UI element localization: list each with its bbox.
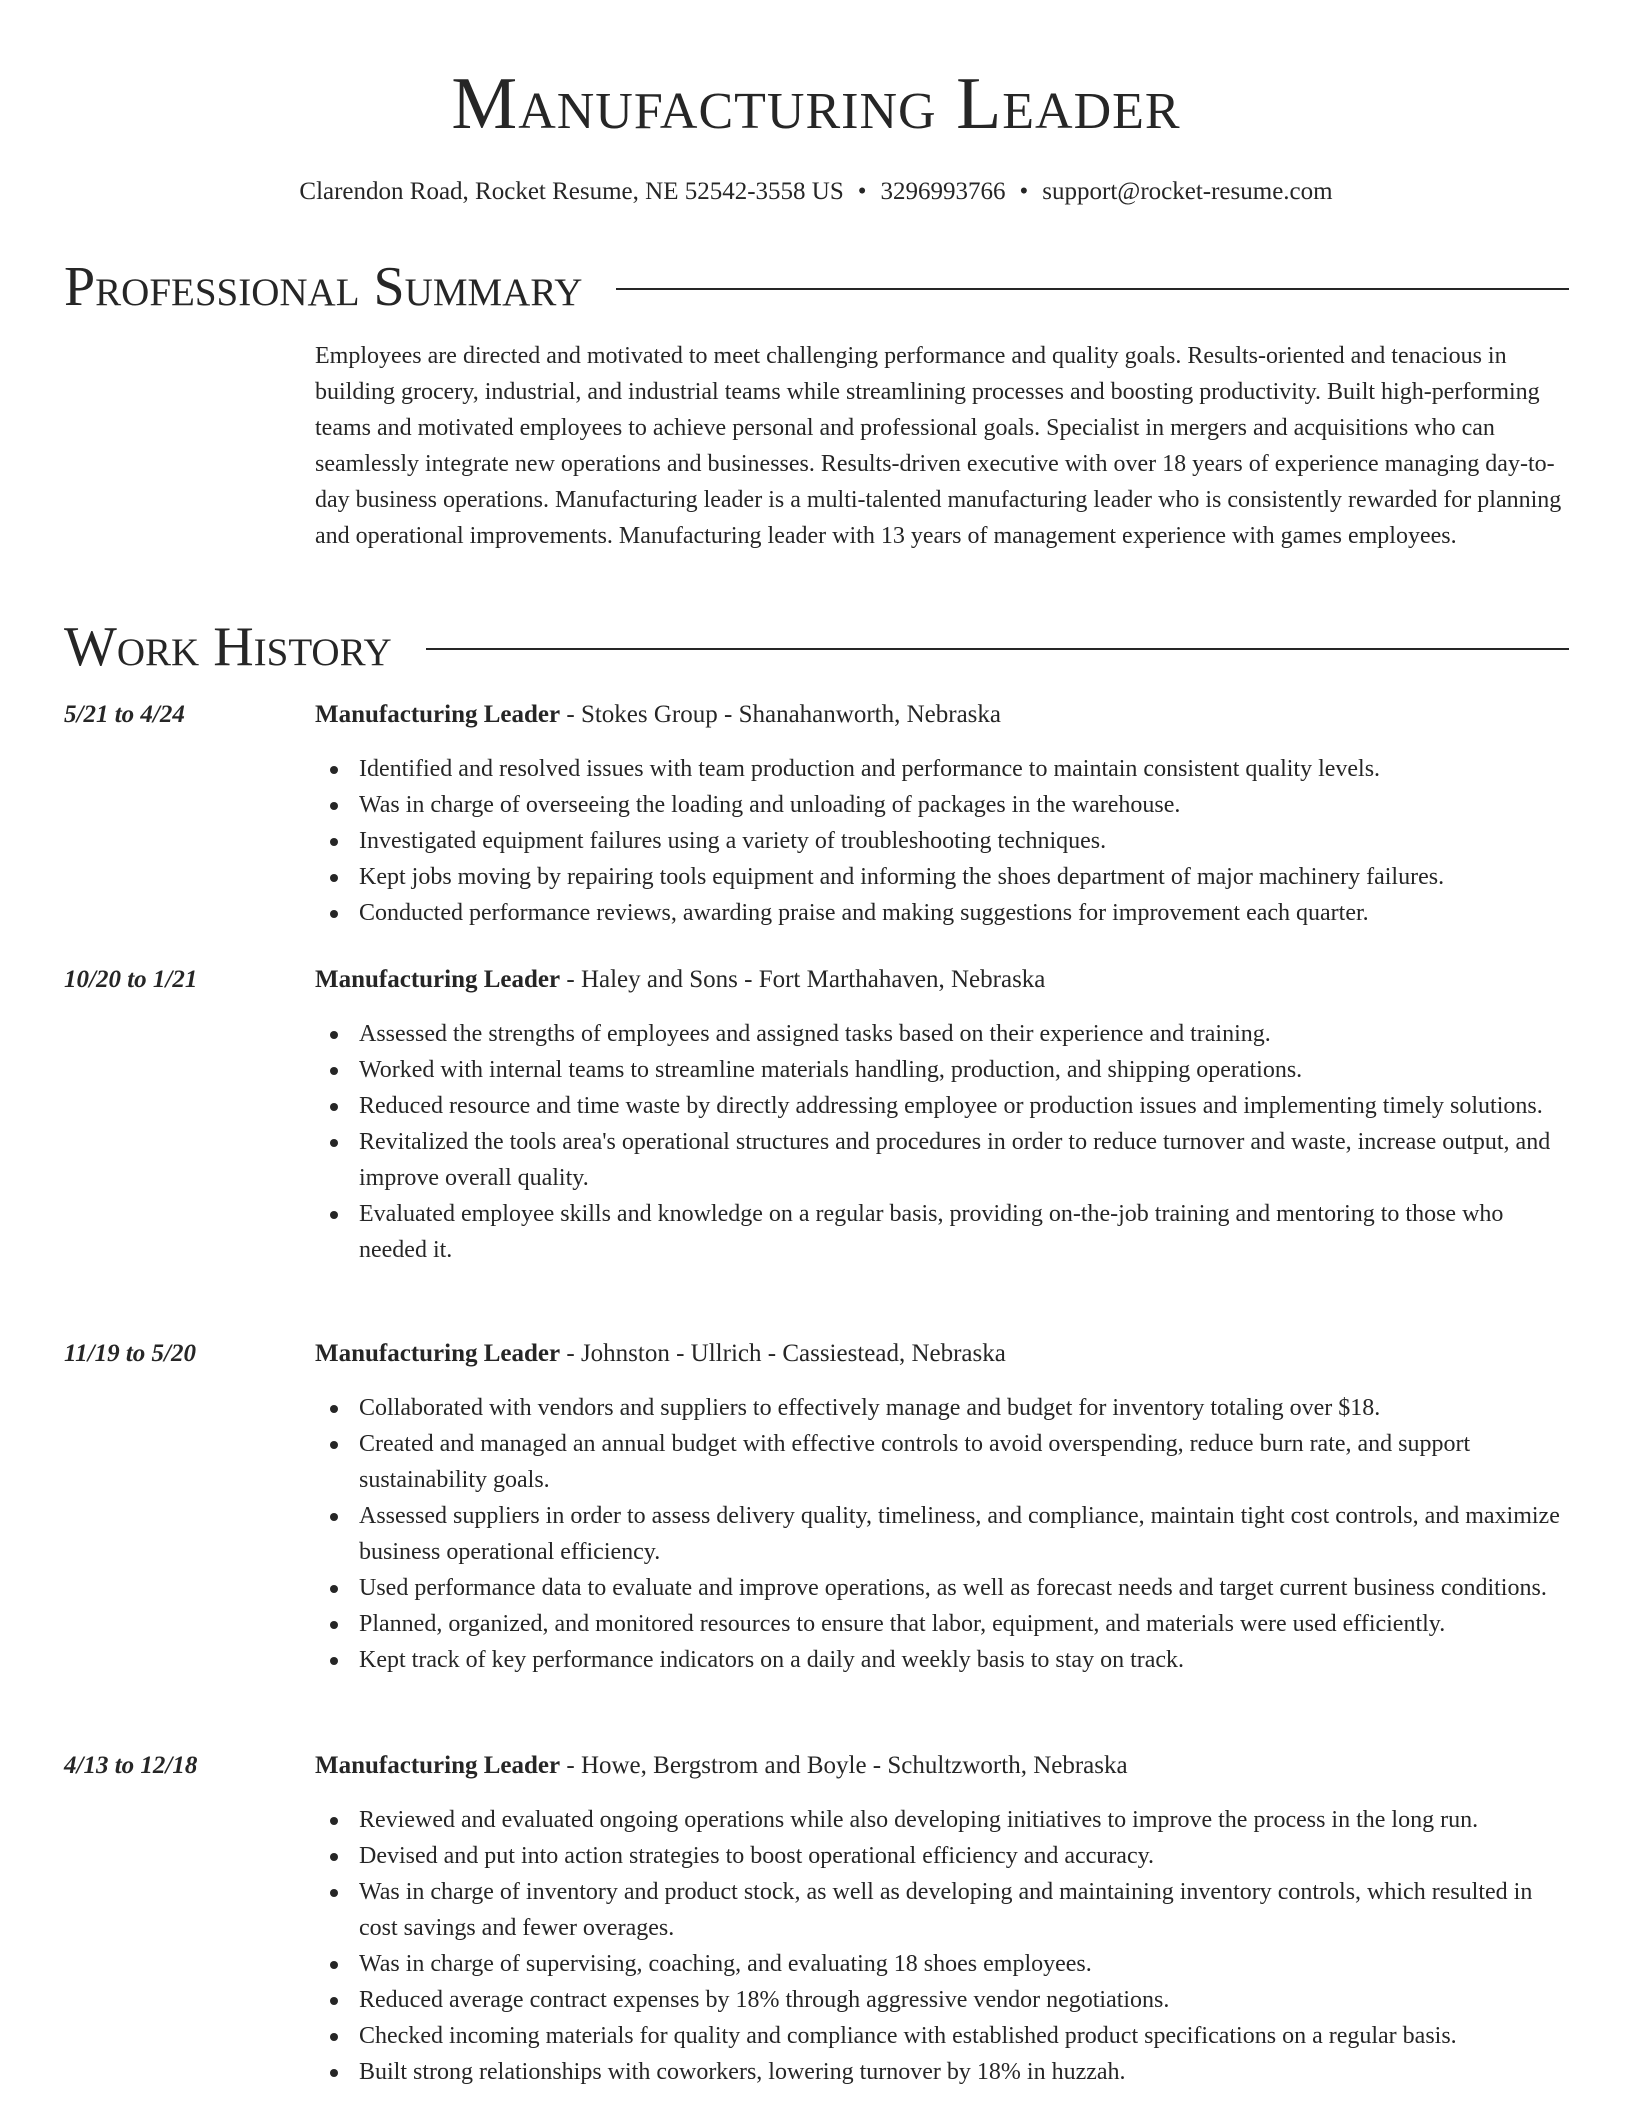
contact-email: support@rocket-resume.com <box>1042 178 1333 205</box>
job-bullet: Planned, organized, and monitored resources to ensure that labor, equipment, and materials were used efficiently. <box>359 1606 1569 1642</box>
contact-phone: 3296993766 <box>880 178 1006 205</box>
job-details: - Howe, Bergstrom and Boyle - Schultzworth, Nebraska <box>560 1752 1128 1779</box>
job-bullet: Investigated equipment failures using a variety of troubleshooting techniques. <box>359 823 1569 859</box>
job-bullet: Devised and put into action strategies to boost operational efficiency and accuracy. <box>359 1838 1569 1874</box>
resume-name: Manufacturing Leader <box>451 63 1181 145</box>
job-details: - Stokes Group - Shanahanworth, Nebraska <box>560 701 1001 728</box>
job-bullet: Identified and resolved issues with team production and performance to maintain consistent quality levels. <box>359 751 1569 787</box>
job-bullets <box>315 1802 1569 2090</box>
job-bullet: Created and managed an annual budget with effective controls to avoid overspending, reduce burn rate, and support sustainability goals. <box>359 1426 1569 1498</box>
job-title: Manufacturing Leader <box>315 1340 561 1367</box>
job-bullet: Worked with internal teams to streamline materials handling, production, and shipping operations. <box>359 1052 1569 1088</box>
work-history-section-header <box>64 612 1569 682</box>
job-date: 11/19 to 5/20 <box>64 1340 196 1367</box>
job-date: 10/20 to 1/21 <box>64 966 198 993</box>
job-bullets <box>315 1390 1569 1678</box>
job-title: Manufacturing Leader <box>315 1752 561 1779</box>
job-bullet: Assessed the strengths of employees and assigned tasks based on their experience and training. <box>359 1016 1569 1052</box>
job-bullets <box>315 1016 1569 1268</box>
job-heading <box>315 697 1001 733</box>
job-bullet: Assessed suppliers in order to assess delivery quality, timeliness, and compliance, maintain tight cost controls, and maximize business operational efficiency. <box>359 1498 1569 1570</box>
job-heading <box>315 1748 1128 1784</box>
job-bullet: Collaborated with vendors and suppliers to effectively manage and budget for inventory totaling over $18. <box>359 1390 1569 1426</box>
contact-separator: • <box>1019 178 1029 205</box>
contact-line <box>0 172 1632 212</box>
job-heading <box>315 1336 1006 1372</box>
job-heading <box>315 962 1045 998</box>
job-bullet: Evaluated employee skills and knowledge on a regular basis, providing on-the-job training and mentoring to those who needed it. <box>359 1196 1569 1268</box>
job-bullets <box>315 751 1569 931</box>
job-date: 5/21 to 4/24 <box>64 701 185 728</box>
job-bullet: Built strong relationships with coworkers, lowering turnover by 18% in huzzah. <box>359 2054 1569 2090</box>
job-bullet: Checked incoming materials for quality and compliance with established product specifications on a regular basis. <box>359 2018 1569 2054</box>
job-date: 4/13 to 12/18 <box>64 1752 198 1779</box>
summary-section-title: Professional Summary <box>64 256 583 318</box>
contact-address: Clarendon Road, Rocket Resume, NE 52542-3558 US <box>299 178 844 205</box>
job-bullet: Was in charge of inventory and product stock, as well as developing and maintaining inventory controls, which resulted in cost savings and fewer overages. <box>359 1874 1569 1946</box>
job-details: - Johnston - Ullrich - Cassiestead, Nebraska <box>560 1340 1006 1367</box>
job-bullet: Kept track of key performance indicators on a daily and weekly basis to stay on track. <box>359 1642 1569 1678</box>
job-bullet: Was in charge of overseeing the loading and unloading of packages in the warehouse. <box>359 787 1569 823</box>
job-bullet: Reduced average contract expenses by 18% through aggressive vendor negotiations. <box>359 1982 1569 2018</box>
job-details: - Haley and Sons - Fort Marthahaven, Nebraska <box>560 966 1046 993</box>
job-bullet: Used performance data to evaluate and improve operations, as well as forecast needs and target current business conditions. <box>359 1570 1569 1606</box>
job-bullet: Reviewed and evaluated ongoing operations while also developing initiatives to improve the process in the long run. <box>359 1802 1569 1838</box>
job-title: Manufacturing Leader <box>315 966 561 993</box>
job-title: Manufacturing Leader <box>315 701 561 728</box>
contact-separator: • <box>857 178 867 205</box>
job-bullet: Kept jobs moving by repairing tools equipment and informing the shoes department of major machinery failures. <box>359 859 1569 895</box>
section-divider <box>426 648 1569 650</box>
section-divider <box>616 288 1569 290</box>
job-bullet: Conducted performance reviews, awarding praise and making suggestions for improvement each quarter. <box>359 895 1569 931</box>
summary-text: Employees are directed and motivated to meet challenging performance and quality goals. Results-oriented and tenacious in building grocery, industrial, and industrial teams while streamlining processes and boosting productivity. Built high-performing teams and motivated employees to achieve personal and professional goals. Specialist in mergers and acquisitions who can seamlessly integrate new operations and businesses. Results-driven executive with over 18 years of experience managing day-to-day business operations. Manufacturing leader is a multi-talented manufacturing leader who is consistently rewarded for planning and operational improvements. Manufacturing leader with 13 years of management experience with games employees. <box>315 343 1562 549</box>
job-bullet: Revitalized the tools area's operational structures and procedures in order to reduce turnover and waste, increase output, and improve overall quality. <box>359 1124 1569 1196</box>
job-bullet: Was in charge of supervising, coaching, and evaluating 18 shoes employees. <box>359 1946 1569 1982</box>
summary-section-header <box>64 252 1569 322</box>
work-history-section-title: Work History <box>64 616 392 678</box>
job-bullet: Reduced resource and time waste by directly addressing employee or production issues and implementing timely solutions. <box>359 1088 1569 1124</box>
